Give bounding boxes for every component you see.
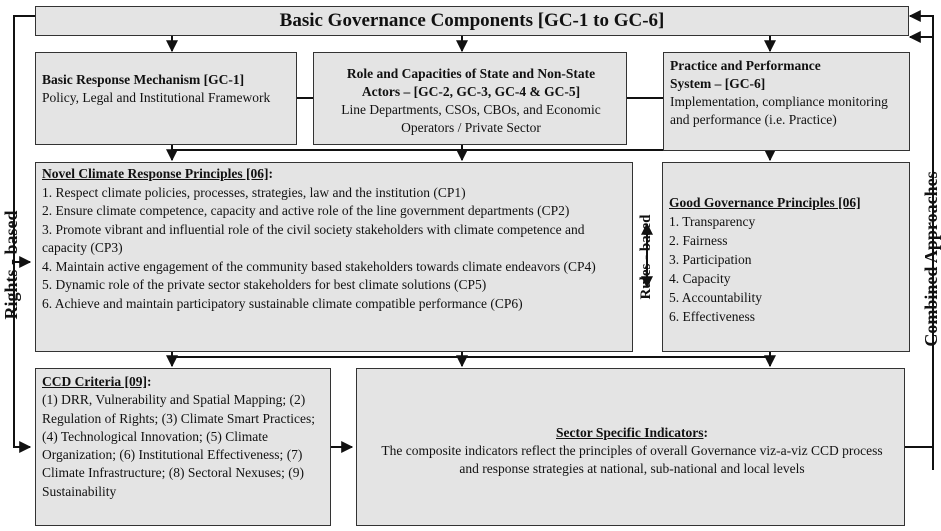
gc1-text xyxy=(42,71,292,107)
good-item: 4. Capacity xyxy=(669,271,731,286)
gc1-code: [GC-1] xyxy=(203,72,245,87)
good-item: 2. Fairness xyxy=(669,233,728,248)
gc2-heading-line1: Role and Capacities of State and Non-State xyxy=(346,66,596,81)
gc1-heading: Basic Response Mechanism xyxy=(42,72,201,87)
ccd-heading-colon: : xyxy=(146,374,152,389)
ccd-body: (1) DRR, Vulnerability and Spatial Mapping; (2) Regulation of Rights; (3) Climate Smart Practices; (4) Technological Innovation; (5) Climate Organization; (6) Institutional Effectiveness; (7) Climate Infrastructure; (8) Sectoral Nexuses; (9) Sustainability xyxy=(42,392,315,499)
gc6-heading-line1: Practice and Performance xyxy=(670,58,821,73)
sector-heading-colon: : xyxy=(703,425,708,440)
novel-heading: Novel Climate Response Principles [06] xyxy=(42,166,269,181)
novel-item: 4. Maintain active engagement of the community based stakeholders towards climate endeavors (CP4) xyxy=(42,258,596,274)
sector-body: The composite indicators reflect the principles of overall Governance viz-a-viz CCD process and response strategies at national, sub-national and local levels xyxy=(381,443,883,476)
novel-principles-box xyxy=(35,162,633,352)
combined-approaches-label: Combined Approaches xyxy=(921,171,941,347)
novel-heading-colon: : xyxy=(268,166,273,181)
rights-based-label: Rights - based xyxy=(1,210,21,320)
novel-item: 6. Achieve and maintain participatory sustainable climate compatible performance (CP6) xyxy=(42,295,523,311)
good-text xyxy=(669,193,907,326)
gc2-text xyxy=(318,65,624,137)
title-box xyxy=(35,6,909,36)
novel-item: 1. Respect climate policies, processes, strategies, law and the institution (CP1) xyxy=(42,184,466,200)
gc6-text xyxy=(670,57,906,129)
gc6-box xyxy=(663,52,910,151)
good-governance-box xyxy=(662,162,910,352)
novel-text xyxy=(42,165,630,313)
good-heading: Good Governance Principles [06] xyxy=(669,195,861,210)
gc2-heading-line2: Actors – [GC-2, GC-3, GC-4 & GC-5] xyxy=(361,84,581,99)
good-item: 6. Effectiveness xyxy=(669,309,755,324)
gc6-body: Implementation, compliance monitoring and performance (i.e. Practice) xyxy=(670,94,888,127)
ccd-criteria-box xyxy=(35,368,331,526)
ccd-text xyxy=(42,373,328,501)
gc1-body: Policy, Legal and Institutional Framework xyxy=(42,90,271,105)
sector-indicators-box xyxy=(356,368,905,526)
good-item: 3. Participation xyxy=(669,252,752,267)
gc6-heading-line2: System – [GC-6] xyxy=(670,76,766,91)
sector-text xyxy=(377,424,887,478)
gc2-box xyxy=(313,52,627,145)
gc2-body-line2: Operators / Private Sector xyxy=(401,120,541,135)
good-item: 5. Accountability xyxy=(669,290,762,305)
gc2-body-line1: Line Departments, CSOs, CBOs, and Economic xyxy=(341,102,601,117)
diagram-title: Basic Governance Components [GC-1 to GC-6] xyxy=(279,10,665,31)
novel-item: 5. Dynamic role of the private sector stakeholders for best climate solutions (CP5) xyxy=(42,277,487,292)
gc1-box xyxy=(35,52,297,145)
novel-item: 3. Promote vibrant and influential role of the civil society stakeholders with climate competence and capacity (CP3) xyxy=(42,221,585,255)
good-item: 1. Transparency xyxy=(669,214,756,229)
novel-item: 2. Ensure climate competence, capacity and active role of the line government departments (CP2) xyxy=(42,203,570,218)
sector-heading: Sector Specific Indicators xyxy=(556,425,704,440)
rules-based-label: Rules - based xyxy=(638,214,654,300)
ccd-heading: CCD Criteria [09] xyxy=(42,374,147,389)
